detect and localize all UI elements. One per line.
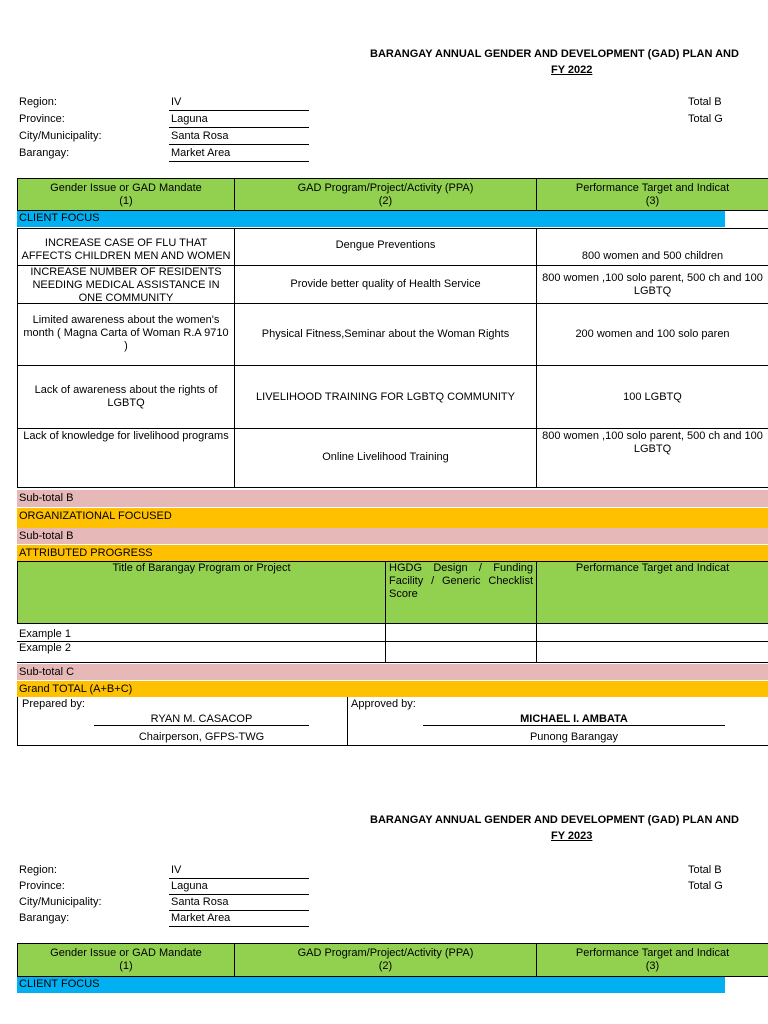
barangay-label: Barangay: [19,912,70,924]
province-value: Laguna [169,112,309,128]
example-row-target [536,623,768,642]
approved-by-role: Punong Barangay [529,731,619,743]
fiscal-year: FY 2022 [551,64,593,76]
province-label: Province: [19,113,65,125]
example-row-hgdg [385,641,537,663]
province-label: Province: [19,880,65,892]
approved-by-box [347,697,768,746]
issue-cell: INCREASE NUMBER OF RESIDENTS NEEDING MEDICAL ASSISTANCE IN ONE COMMUNITY [17,265,235,304]
plan-title: BARANGAY ANNUAL GENDER AND DEVELOPMENT (GAD) PLAN AND [370,814,739,826]
col-header-gender-issue: Gender Issue or GAD Mandate (1) [17,943,235,977]
prepared-by-box [17,697,348,746]
city-value: Santa Rosa [169,895,309,911]
total-g-label: Total G [688,113,723,125]
ppa-cell: Online Livelihood Training [234,428,537,488]
prepared-by-name: RYAN M. CASACOP [94,713,309,726]
total-b-label: Total B [688,864,722,876]
city-label: City/Municipality: [19,896,102,908]
plan-title: BARANGAY ANNUAL GENDER AND DEVELOPMENT (GAD) PLAN AND [370,48,739,60]
target-cell: 200 women and 100 solo paren [536,303,768,366]
ppa-cell: LIVELIHOOD TRAINING FOR LGBTQ COMMUNITY [234,365,537,429]
total-b-label: Total B [688,96,722,108]
attr-col-hgdg: HGDG Design / Funding Facility / Generic Checklist Score [385,561,537,624]
subtotal-c-band: Sub-total C [17,664,768,680]
province-value: Laguna [169,879,309,895]
attributed-progress-band: ATTRIBUTED PROGRESS [17,545,768,561]
example-row: Example 2 [17,641,386,663]
grand-total-band: Grand TOTAL (A+B+C) [17,681,768,697]
target-cell: 800 women ,100 solo parent, 500 ch and 100 LGBTQ [536,428,768,488]
region-value: IV [169,863,309,879]
ppa-cell: Physical Fitness,Seminar about the Woman Rights [234,303,537,366]
col-header-ppa: GAD Program/Project/Activity (PPA) (2) [234,178,537,211]
target-cell: 800 women and 500 children [536,228,768,266]
example-row-target [536,641,768,663]
issue-cell: INCREASE CASE OF FLU THAT AFFECTS CHILDREN MEN AND WOMEN [17,228,235,266]
col-header-performance: Performance Target and Indicat (3) [536,178,768,211]
col-header-performance: Performance Target and Indicat (3) [536,943,768,977]
total-g-label: Total G [688,880,723,892]
example-row: Example 1 [17,623,386,642]
organizational-focused-band: ORGANIZATIONAL FOCUSED [17,508,768,528]
barangay-value: Market Area [169,911,309,927]
example-row-hgdg [385,623,537,642]
barangay-label: Barangay: [19,147,70,159]
client-focus-band: CLIENT FOCUS [17,977,725,993]
target-cell: 800 women ,100 solo parent, 500 ch and 100 LGBTQ [536,265,768,304]
attr-col-title: Title of Barangay Program or Project [17,561,386,624]
col-header-ppa: GAD Program/Project/Activity (PPA) (2) [234,943,537,977]
ppa-cell: Provide better quality of Health Service [234,265,537,304]
issue-cell: Limited awareness about the women's month ( Magna Carta of Woman R.A 9710 ) [17,303,235,366]
prepared-by-role: Chairperson, GFPS-TWG [138,731,265,743]
ppa-cell: Dengue Preventions [234,228,537,266]
subtotal-b-band: Sub-total B [17,528,768,544]
barangay-value: Market Area [169,146,309,162]
issue-cell: Lack of knowledge for livelihood programs [17,428,235,488]
city-label: City/Municipality: [19,130,102,142]
col-header-gender-issue: Gender Issue or GAD Mandate (1) [17,178,235,211]
issue-cell: Lack of awareness about the rights of LGBTQ [17,365,235,429]
approved-by-name: MICHAEL I. AMBATA [423,713,725,726]
client-focus-band: CLIENT FOCUS [17,211,725,227]
region-label: Region: [19,864,57,876]
approved-by-label: Approved by: [351,698,416,710]
city-value: Santa Rosa [169,129,309,145]
target-cell: 100 LGBTQ [536,365,768,429]
attr-col-performance: Performance Target and Indicat [536,561,768,624]
fiscal-year: FY 2023 [551,830,593,842]
region-label: Region: [19,96,57,108]
region-value: IV [169,95,309,111]
prepared-by-label: Prepared by: [22,698,85,710]
subtotal-b-band: Sub-total B [17,490,768,507]
